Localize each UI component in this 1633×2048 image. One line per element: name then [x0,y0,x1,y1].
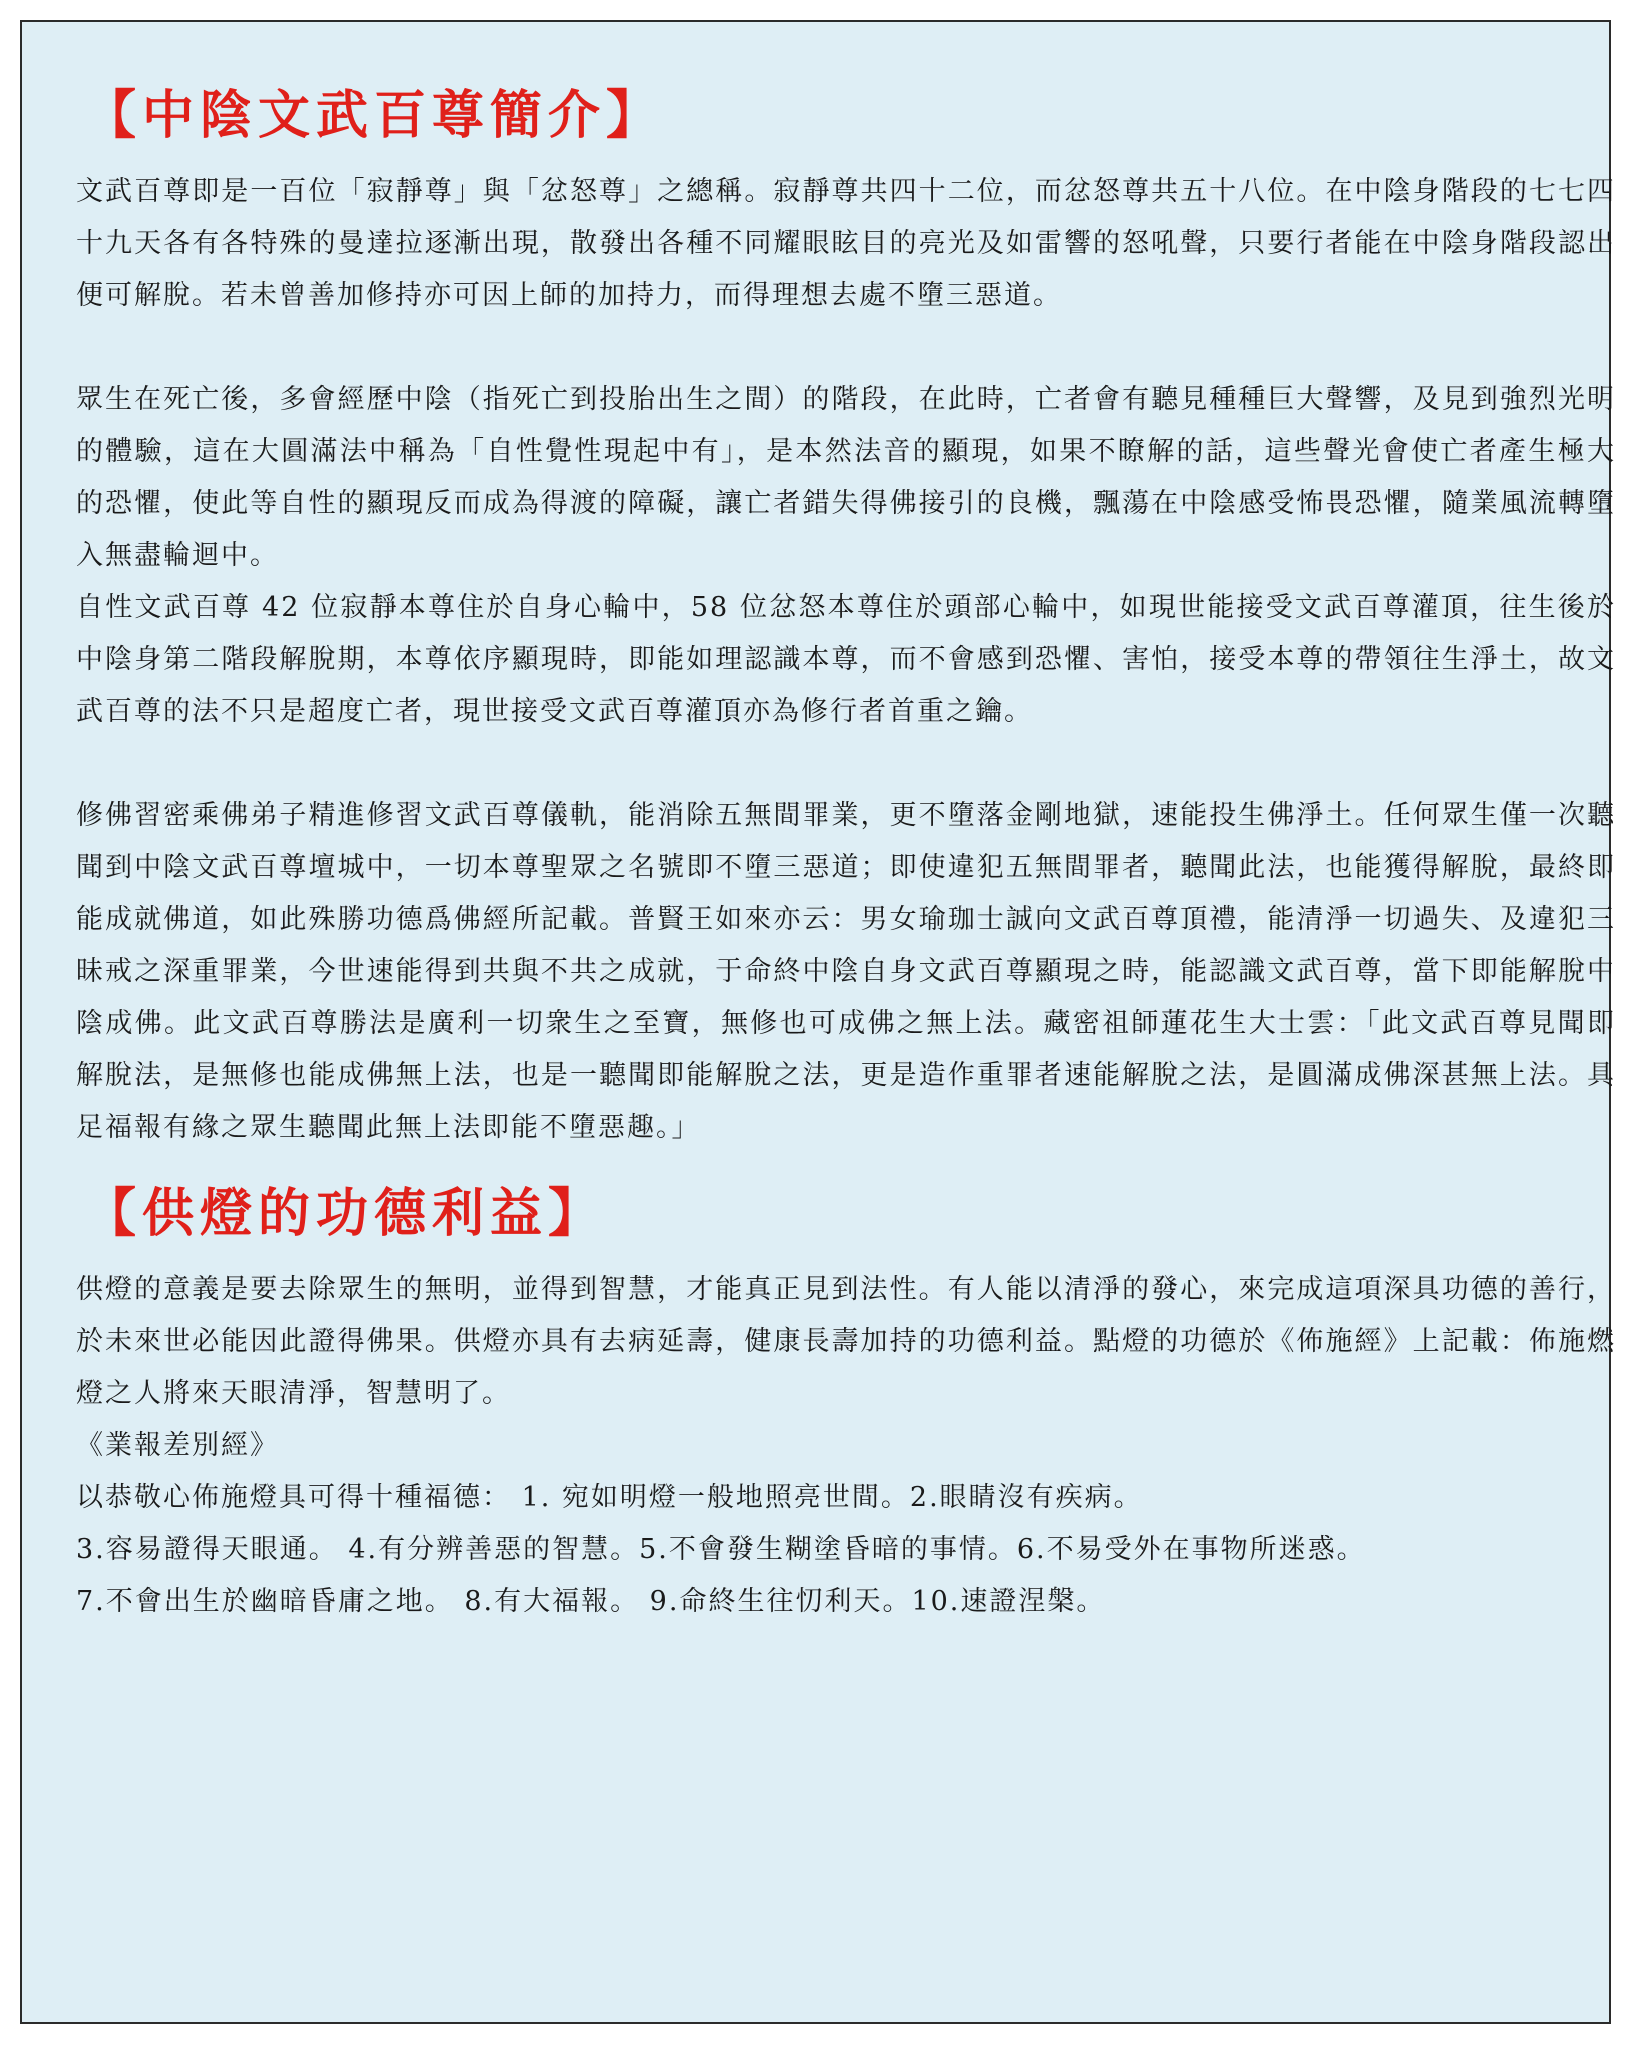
paragraph-lamp-meaning: 供燈的意義是要去除眾生的無明，並得到智慧，才能真正見到法性。有人能以清淨的發心，來完成這項深具功德的善行，於未來世必能因此證得佛果。供燈亦具有去病延壽，健康長壽加持的功德利益。點燈的功德於《佈施經》上記載：佈施燃燈之人將來天眼清淨，智慧明了。 [76,1274,1616,1409]
section-title-intro: 【中陰文武百尊簡介】 [84,86,665,146]
spacer [76,322,1616,374]
merits-line-1: 以恭敬心佈施燈具可得十種福德： 1. 宛如明燈一般地照亮世間。2.眼睛沒有疾病。 [76,1482,1143,1513]
spacer [76,738,1616,790]
section-title-lamp-offering: 【供燈的功德利益】 [84,1184,607,1244]
paragraph-intro: 文武百尊即是一百位「寂靜尊」與「忿怒尊」之總稱。寂靜尊共四十二位，而忿怒尊共五十八位。在中陰身階段的七七四十九天各有各特殊的曼達拉逐漸出現，散發出各種不同耀眼眩目的亮光及如雷響的怒吼聲，只要行者能在中陰身階段認出便可解脫。若未曾善加修持亦可因上師的加持力，而得理想去處不墮三惡道。 [76,176,1616,311]
merits-line-2: 3.容易證得天眼通。 4.有分辨善惡的智慧。5.不會發生糊塗昏暗的事情。6.不易受外在事物所迷惑。 [76,1534,1366,1565]
paragraph-bardo: 眾生在死亡後，多會經歷中陰（指死亡到投胎出生之間）的階段，在此時，亡者會有聽見種種巨大聲響，及見到強烈光明的體驗，這在大圓滿法中稱為「自性覺性現起中有」，是本然法音的顯現，如果不瞭解的話，這些聲光會使亡者產生極大的恐懼，使此等自性的顯現反而成為得渡的障礙，讓亡者錯失得佛接引的良機，飄蕩在中陰感受怖畏恐懼，隨業風流轉墮入無盡輪迴中。 [76,384,1616,571]
paragraph-self-nature: 自性文武百尊 42 位寂靜本尊住於自身心輪中，58 位忿怒本尊住於頭部心輪中，如現世能接受文武百尊灌頂，往生後於中陰身第二階段解脫期，本尊依序顯現時，即能如理認識本尊，而不會感到恐懼、害怕，接受本尊的帶領往生淨土，故文武百尊的法不只是超度亡者，現世接受文武百尊灌頂亦為修行者首重之鑰。 [76,592,1616,727]
paragraph-practice: 修佛習密乘佛弟子精進修習文武百尊儀軌，能消除五無間罪業，更不墮落金剛地獄，速能投生佛淨土。任何眾生僅一次聽聞到中陰文武百尊壇城中，一切本尊聖眾之名號即不墮三惡道；即使違犯五無間罪者，聽聞此法，也能獲得解脫，最終即能成就佛道，如此殊勝功德爲佛經所記載。普賢王如來亦云：男女瑜珈士誠向文武百尊頂禮，能清淨一切過失、及違犯三昧戒之深重罪業，今世速能得到共與不共之成就，于命終中陰自身文武百尊顯現之時，能認識文武百尊，當下即能解脫中陰成佛。此文武百尊勝法是廣利一切衆生之至寶，無修也可成佛之無上法。藏密祖師蓮花生大士雲：「此文武百尊見聞即解脫法，是無修也能成佛無上法，也是一聽聞即能解脫之法，更是造作重罪者速能解脫之法，是圓滿成佛深甚無上法。具足福報有緣之眾生聽聞此無上法即能不墮惡趣。」 [76,800,1616,1143]
merits-line-3: 7.不會出生於幽暗昏庸之地。 8.有大福報。 9.命終生往忉利天。10.速證涅槃。 [76,1586,1106,1617]
content-panel [20,20,1616,2024]
document-body [76,74,1616,1628]
sutra-title: 《業報差別經》 [76,1430,279,1461]
